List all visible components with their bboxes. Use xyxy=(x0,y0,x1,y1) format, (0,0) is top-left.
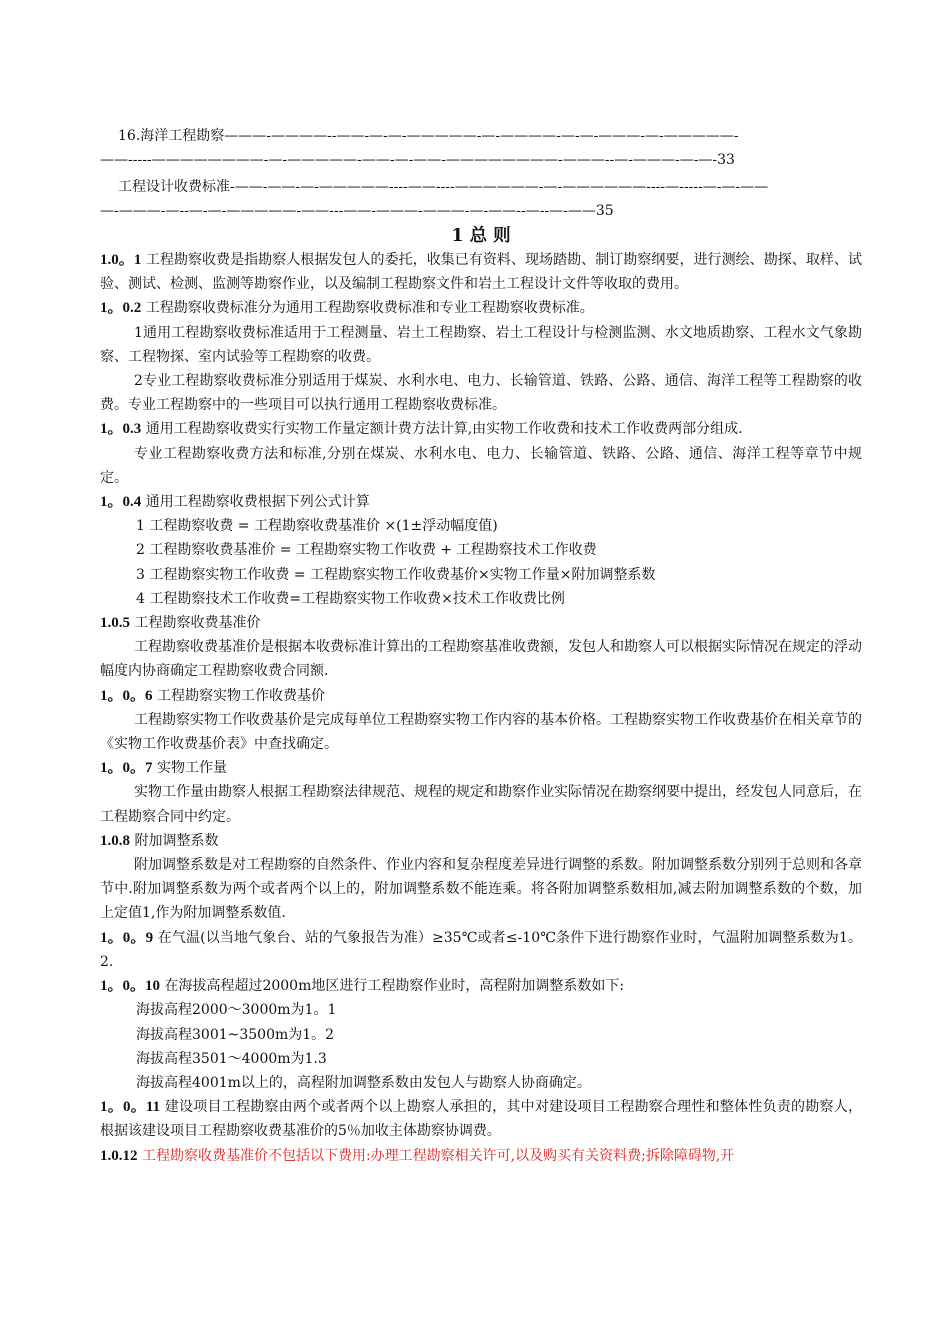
clause-text: 建设项目工程勘察由两个或者两个以上勘察人承担的，其中对建设项目工程勘察合理性和整体性负责的勘察人，根据该建设项目工程勘察收费基准价的5％加收主体勘察协调费。 xyxy=(100,1099,862,1140)
clause-paragraph xyxy=(100,974,862,998)
clause-number: 1。0.4 xyxy=(100,494,142,511)
clause-text: 工程勘察收费基准价不包括以下费用:办理工程勘察相关许可,以及购买有关资料费;拆除障碍物,开 xyxy=(137,1147,735,1164)
clause-paragraph xyxy=(100,248,862,296)
toc-entry-marine[interactable] xyxy=(100,124,862,172)
clause-paragraph xyxy=(100,926,862,974)
clause-paragraph xyxy=(100,296,862,320)
clause-paragraph: 海拔高程2000～3000m为1。1 xyxy=(136,1002,337,1019)
clause-paragraph xyxy=(100,1144,862,1168)
clause-paragraph xyxy=(100,611,862,635)
clause-number: 1。0。10 xyxy=(100,978,161,995)
clause-text: 工程勘察收费标准分为通用工程勘察收费标准和专业工程勘察收费标准。 xyxy=(141,300,594,317)
clause-number: 1。0。6 xyxy=(100,687,153,704)
clause-text: 工程勘察收费是指勘察人根据发包人的委托，收集已有资料、现场踏勘、制订勘察纲要，进行测绘、勘探、取样、试验、测试、检测、监测等勘察作业，以及编制工程勘察文件和岩土工程设计文件等收取的费用。 xyxy=(100,252,862,293)
clause-paragraph xyxy=(100,756,862,780)
clause-number: 1.0.5 xyxy=(100,615,130,632)
clause-paragraph: 工程勘察实物工作收费基价是完成每单位工程勘察实物工作内容的基本价格。工程勘察实物工作收费基价在相关章节的《实物工作收费基价表》中查找确定。 xyxy=(100,711,862,753)
toc-line: —-———-—--—-—-—————-——---——-———-———-—-——--—--—-——35 xyxy=(100,203,614,219)
clause-number: 1.0。1 xyxy=(100,252,142,268)
clause-text: 在海拔高程超过2000m地区进行工程勘察作业时，高程附加调整系数如下: xyxy=(160,978,625,995)
toc-line: ——-----————————-—-—————-——-—-——-————————-———--—-———-—-—-33 xyxy=(100,152,735,168)
clause-number: 1。0。7 xyxy=(100,760,153,777)
clause-paragraph: 1通用工程勘察收费标准适用于工程测量、岩土工程勘察、岩土工程设计与检测监测、水文地质勘察、工程水文气象勘察、工程物探、室内试验等工程勘察的收费。 xyxy=(100,324,862,365)
clause-text: 附加调整系数 xyxy=(130,832,219,849)
clause-paragraph xyxy=(100,417,862,441)
clause-paragraph: 海拔高程3501～4000m为1.3 xyxy=(136,1050,327,1067)
clause-number: 1。0.3 xyxy=(100,421,142,438)
clause-text: 通用工程勘察收费实行实物工作量定额计费方法计算,由实物工作收费和技术工作收费两部分组成. xyxy=(141,421,743,438)
document-body xyxy=(100,224,862,1168)
clause-number: 1。0。9 xyxy=(100,929,154,946)
clause-text: 工程勘察收费基准价 xyxy=(130,615,261,632)
clause-paragraph: 2 工程勘察收费基准价 = 工程勘察实物工作收费 + 工程勘察技术工作收费 xyxy=(136,542,597,559)
clause-paragraph: 专业工程勘察收费方法和标准,分别在煤炭、水利水电、电力、长输管道、铁路、公路、通信、海洋工程等章节中规定。 xyxy=(100,445,862,486)
clause-number: 1.0.8 xyxy=(100,832,130,849)
clause-paragraph: 工程勘察收费基准价是根据本收费标准计算出的工程勘察基准收费额，发包人和勘察人可以根据实际情况在规定的浮动幅度内协商确定工程勘察收费合同额. xyxy=(100,639,862,680)
clause-text: 通用工程勘察收费根据下列公式计算 xyxy=(141,494,370,511)
clause-number: 1。0.2 xyxy=(100,300,142,317)
clause-number: 1.0.12 xyxy=(100,1147,138,1164)
clause-text: 在气温(以当地气象台、站的气象报告为准）≥35℃或者≤-10℃条件下进行勘察作业时，气温附加调整系数为1。2. xyxy=(100,929,862,970)
clause-paragraph xyxy=(100,490,862,514)
clause-paragraph: 2专业工程勘察收费标准分别适用于煤炭、水利水电、电力、长输管道、铁路、公路、通信、海洋工程等工程勘察的收费。专业工程勘察中的一些项目可以执行通用工程勘察收费标准。 xyxy=(100,373,862,414)
clause-paragraph: 1 工程勘察收费 = 工程勘察收费基准价 ×(1±浮动幅度值) xyxy=(136,518,498,535)
toc-line: 工程设计收费标准-——-——-—-—————----——----——————-—-——————----—-----—-—-—— xyxy=(118,179,769,195)
clause-paragraph xyxy=(100,1095,862,1143)
clause-paragraph: 4 工程勘察技术工作收费=工程勘察实物工作收费×技术工作收费比例 xyxy=(136,590,565,607)
clause-paragraph: 海拔高程4001m以上的，高程附加调整系数由发包人与勘察人协商确定。 xyxy=(136,1074,591,1091)
clause-paragraph xyxy=(100,829,862,853)
clause-paragraph: 3 工程勘察实物工作收费 = 工程勘察实物工作收费基价×实物工作量×附加调整系数 xyxy=(136,566,656,583)
clause-text: 实物工作量 xyxy=(152,760,227,777)
clause-number: 1。0。11 xyxy=(100,1099,161,1116)
clause-paragraph: 海拔高程3001~3500m为1。2 xyxy=(136,1026,335,1043)
clause-paragraph xyxy=(100,684,862,708)
clause-text: 工程勘察实物工作收费基价 xyxy=(152,687,325,704)
section-title: 1 总 则 xyxy=(451,226,511,246)
clause-paragraph: 实物工作量由勘察人根据工程勘察法律规范、规程的规定和勘察作业实际情况在勘察纲要中提出，经发包人同意后，在工程勘察合同中约定。 xyxy=(100,784,862,825)
toc-line: 16.海洋工程勘察———-————--——-—-—-—————-—-————-—-—-———-—-—————- xyxy=(118,128,739,144)
paragraph-list xyxy=(100,248,862,1168)
clause-paragraph: 附加调整系数是对工程勘察的自然条件、作业内容和复杂程度差异进行调整的系数。附加调整系数分别列于总则和各章节中.附加调整系数为两个或者两个以上的，附加调整系数不能连乘。将各附加调整系数相加,减去附加调整系数的个数，加上定值1,作为附加调整系数值. xyxy=(100,857,862,922)
toc-entry-design-fee[interactable] xyxy=(100,175,862,223)
